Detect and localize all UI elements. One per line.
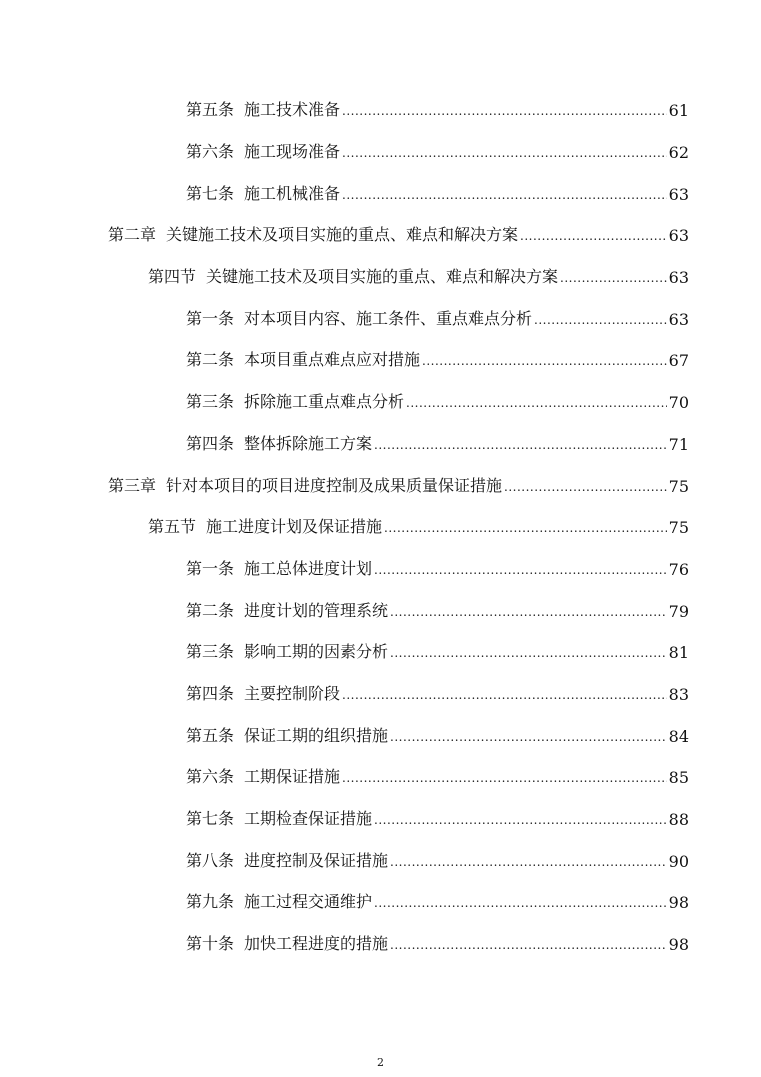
toc-entry-page: 71 bbox=[668, 434, 689, 454]
toc-entry-number: 第八条 bbox=[186, 850, 235, 870]
toc-entry-page: 84 bbox=[668, 726, 689, 746]
toc-entry-line bbox=[148, 514, 689, 537]
toc-entry-number: 第二条 bbox=[186, 600, 235, 620]
toc-entry-title: 施工总体进度计划 bbox=[244, 558, 373, 578]
toc-dot-leader bbox=[342, 689, 667, 704]
toc-entry-page: 63 bbox=[668, 226, 689, 246]
toc-entry-title: 影响工期的因素分析 bbox=[244, 642, 389, 662]
toc-entry-number: 第一条 bbox=[186, 308, 235, 328]
toc-entry-article[interactable] bbox=[0, 338, 761, 380]
toc-dot-leader bbox=[342, 189, 667, 204]
toc-entry-title: 保证工期的组织措施 bbox=[244, 725, 389, 745]
toc-entry-article[interactable] bbox=[0, 547, 761, 589]
toc-entry-number: 第三章 bbox=[108, 475, 157, 495]
toc-entry-line bbox=[108, 473, 689, 496]
toc-entry-title: 加快工程进度的措施 bbox=[244, 934, 389, 954]
toc-entry-page: 90 bbox=[668, 851, 689, 871]
toc-entry-article[interactable] bbox=[0, 797, 761, 839]
toc-entry-page: 83 bbox=[668, 684, 689, 704]
toc-entry-number: 第五条 bbox=[186, 100, 235, 120]
toc-entry-title: 本项目重点难点应对措施 bbox=[244, 350, 421, 370]
toc-dot-leader bbox=[374, 897, 667, 912]
toc-entry-line bbox=[186, 848, 689, 871]
toc-entry-line bbox=[186, 681, 689, 704]
toc-entry-number: 第三条 bbox=[186, 392, 235, 412]
toc-entry-page: 62 bbox=[668, 143, 689, 163]
toc-dot-leader bbox=[342, 147, 667, 162]
toc-entry-line bbox=[186, 806, 689, 829]
toc-entry-article[interactable] bbox=[0, 880, 761, 922]
toc-entry-number: 第九条 bbox=[186, 892, 235, 912]
table-of-contents bbox=[0, 88, 761, 963]
toc-dot-leader bbox=[534, 314, 667, 329]
toc-entry-article[interactable] bbox=[0, 922, 761, 964]
toc-entry-page: 63 bbox=[668, 184, 689, 204]
toc-entry-article[interactable] bbox=[0, 838, 761, 880]
toc-entry-line bbox=[186, 764, 689, 787]
toc-entry-page: 63 bbox=[668, 309, 689, 329]
toc-entry-title: 施工现场准备 bbox=[244, 142, 341, 162]
toc-entry-article[interactable] bbox=[0, 380, 761, 422]
toc-dot-leader bbox=[560, 272, 667, 287]
toc-dot-leader bbox=[390, 939, 667, 954]
toc-entry-number: 第五条 bbox=[186, 725, 235, 745]
toc-entry-article[interactable] bbox=[0, 588, 761, 630]
toc-entry-number: 第六条 bbox=[186, 767, 235, 787]
toc-entry-line bbox=[108, 222, 689, 245]
toc-entry-line bbox=[186, 389, 689, 412]
toc-dot-leader bbox=[374, 439, 667, 454]
toc-entry-title: 工期检查保证措施 bbox=[244, 809, 373, 829]
toc-entry-number: 第四条 bbox=[186, 683, 235, 703]
toc-dot-leader bbox=[342, 772, 667, 787]
toc-entry-page: 98 bbox=[668, 893, 689, 913]
toc-entry-number: 第六条 bbox=[186, 142, 235, 162]
toc-entry-title: 整体拆除施工方案 bbox=[244, 433, 373, 453]
toc-entry-title: 主要控制阶段 bbox=[244, 683, 341, 703]
toc-dot-leader bbox=[390, 647, 667, 662]
toc-entry-section[interactable] bbox=[0, 255, 761, 297]
toc-entry-page: 67 bbox=[668, 351, 689, 371]
toc-entry-title: 施工过程交通维护 bbox=[244, 892, 373, 912]
toc-entry-line bbox=[186, 556, 689, 579]
toc-entry-page: 85 bbox=[668, 768, 689, 788]
toc-entry-title: 工期保证措施 bbox=[244, 767, 341, 787]
toc-dot-leader bbox=[504, 481, 667, 496]
toc-entry-section[interactable] bbox=[0, 505, 761, 547]
toc-entry-page: 98 bbox=[668, 935, 689, 955]
toc-entry-line bbox=[186, 431, 689, 454]
toc-entry-title: 施工技术准备 bbox=[244, 100, 341, 120]
toc-dot-leader bbox=[520, 230, 667, 245]
toc-entry-number: 第四节 bbox=[148, 267, 197, 287]
toc-entry-article[interactable] bbox=[0, 755, 761, 797]
toc-entry-article[interactable] bbox=[0, 672, 761, 714]
toc-entry-number: 第二条 bbox=[186, 350, 235, 370]
toc-entry-line bbox=[148, 264, 689, 287]
toc-entry-page: 81 bbox=[668, 643, 689, 663]
toc-entry-title: 施工进度计划及保证措施 bbox=[206, 517, 383, 537]
toc-entry-line bbox=[186, 139, 689, 162]
toc-entry-line bbox=[186, 598, 689, 621]
toc-dot-leader bbox=[342, 105, 667, 120]
toc-entry-number: 第四条 bbox=[186, 433, 235, 453]
toc-entry-line bbox=[186, 931, 689, 954]
toc-entry-article[interactable] bbox=[0, 88, 761, 130]
toc-entry-page: 88 bbox=[668, 810, 689, 830]
toc-entry-chapter[interactable] bbox=[0, 463, 761, 505]
toc-entry-article[interactable] bbox=[0, 713, 761, 755]
toc-entry-title: 对本项目内容、施工条件、重点难点分析 bbox=[244, 308, 533, 328]
toc-entry-article[interactable] bbox=[0, 422, 761, 464]
toc-entry-page: 63 bbox=[668, 268, 689, 288]
toc-entry-number: 第十条 bbox=[186, 934, 235, 954]
toc-dot-leader bbox=[384, 522, 667, 537]
toc-entry-line bbox=[186, 347, 689, 370]
toc-entry-page: 61 bbox=[668, 101, 689, 121]
toc-dot-leader bbox=[422, 355, 667, 370]
toc-entry-title: 进度控制及保证措施 bbox=[244, 850, 389, 870]
toc-entry-number: 第七条 bbox=[186, 809, 235, 829]
toc-dot-leader bbox=[374, 814, 667, 829]
toc-entry-title: 关键施工技术及项目实施的重点、难点和解决方案 bbox=[206, 267, 559, 287]
toc-entry-line bbox=[186, 723, 689, 746]
toc-entry-page: 70 bbox=[668, 393, 689, 413]
toc-entry-article[interactable] bbox=[0, 296, 761, 338]
toc-entry-article[interactable] bbox=[0, 130, 761, 172]
toc-entry-line bbox=[186, 181, 689, 204]
toc-dot-leader bbox=[390, 856, 667, 871]
toc-entry-line bbox=[186, 97, 689, 120]
toc-entry-title: 关键施工技术及项目实施的重点、难点和解决方案 bbox=[166, 225, 519, 245]
toc-entry-title: 进度计划的管理系统 bbox=[244, 600, 389, 620]
toc-entry-number: 第五节 bbox=[148, 517, 197, 537]
toc-entry-article[interactable] bbox=[0, 630, 761, 672]
toc-entry-page: 76 bbox=[668, 559, 689, 579]
toc-entry-line bbox=[186, 639, 689, 662]
page-number: 2 bbox=[377, 1056, 384, 1069]
toc-entry-number: 第三条 bbox=[186, 642, 235, 662]
toc-entry-title: 拆除施工重点难点分析 bbox=[244, 392, 405, 412]
toc-dot-leader bbox=[390, 606, 667, 621]
toc-entry-page: 79 bbox=[668, 601, 689, 621]
toc-entry-article[interactable] bbox=[0, 171, 761, 213]
toc-entry-line bbox=[186, 306, 689, 329]
toc-dot-leader bbox=[390, 731, 667, 746]
toc-entry-chapter[interactable] bbox=[0, 213, 761, 255]
toc-entry-number: 第二章 bbox=[108, 225, 157, 245]
toc-entry-page: 75 bbox=[668, 518, 689, 538]
toc-dot-leader bbox=[374, 564, 667, 579]
toc-entry-title: 施工机械准备 bbox=[244, 183, 341, 203]
toc-entry-number: 第七条 bbox=[186, 183, 235, 203]
toc-entry-page: 75 bbox=[668, 476, 689, 496]
toc-entry-line bbox=[186, 889, 689, 912]
toc-entry-title: 针对本项目的项目进度控制及成果质量保证措施 bbox=[166, 475, 503, 495]
toc-entry-number: 第一条 bbox=[186, 558, 235, 578]
toc-dot-leader bbox=[406, 397, 667, 412]
